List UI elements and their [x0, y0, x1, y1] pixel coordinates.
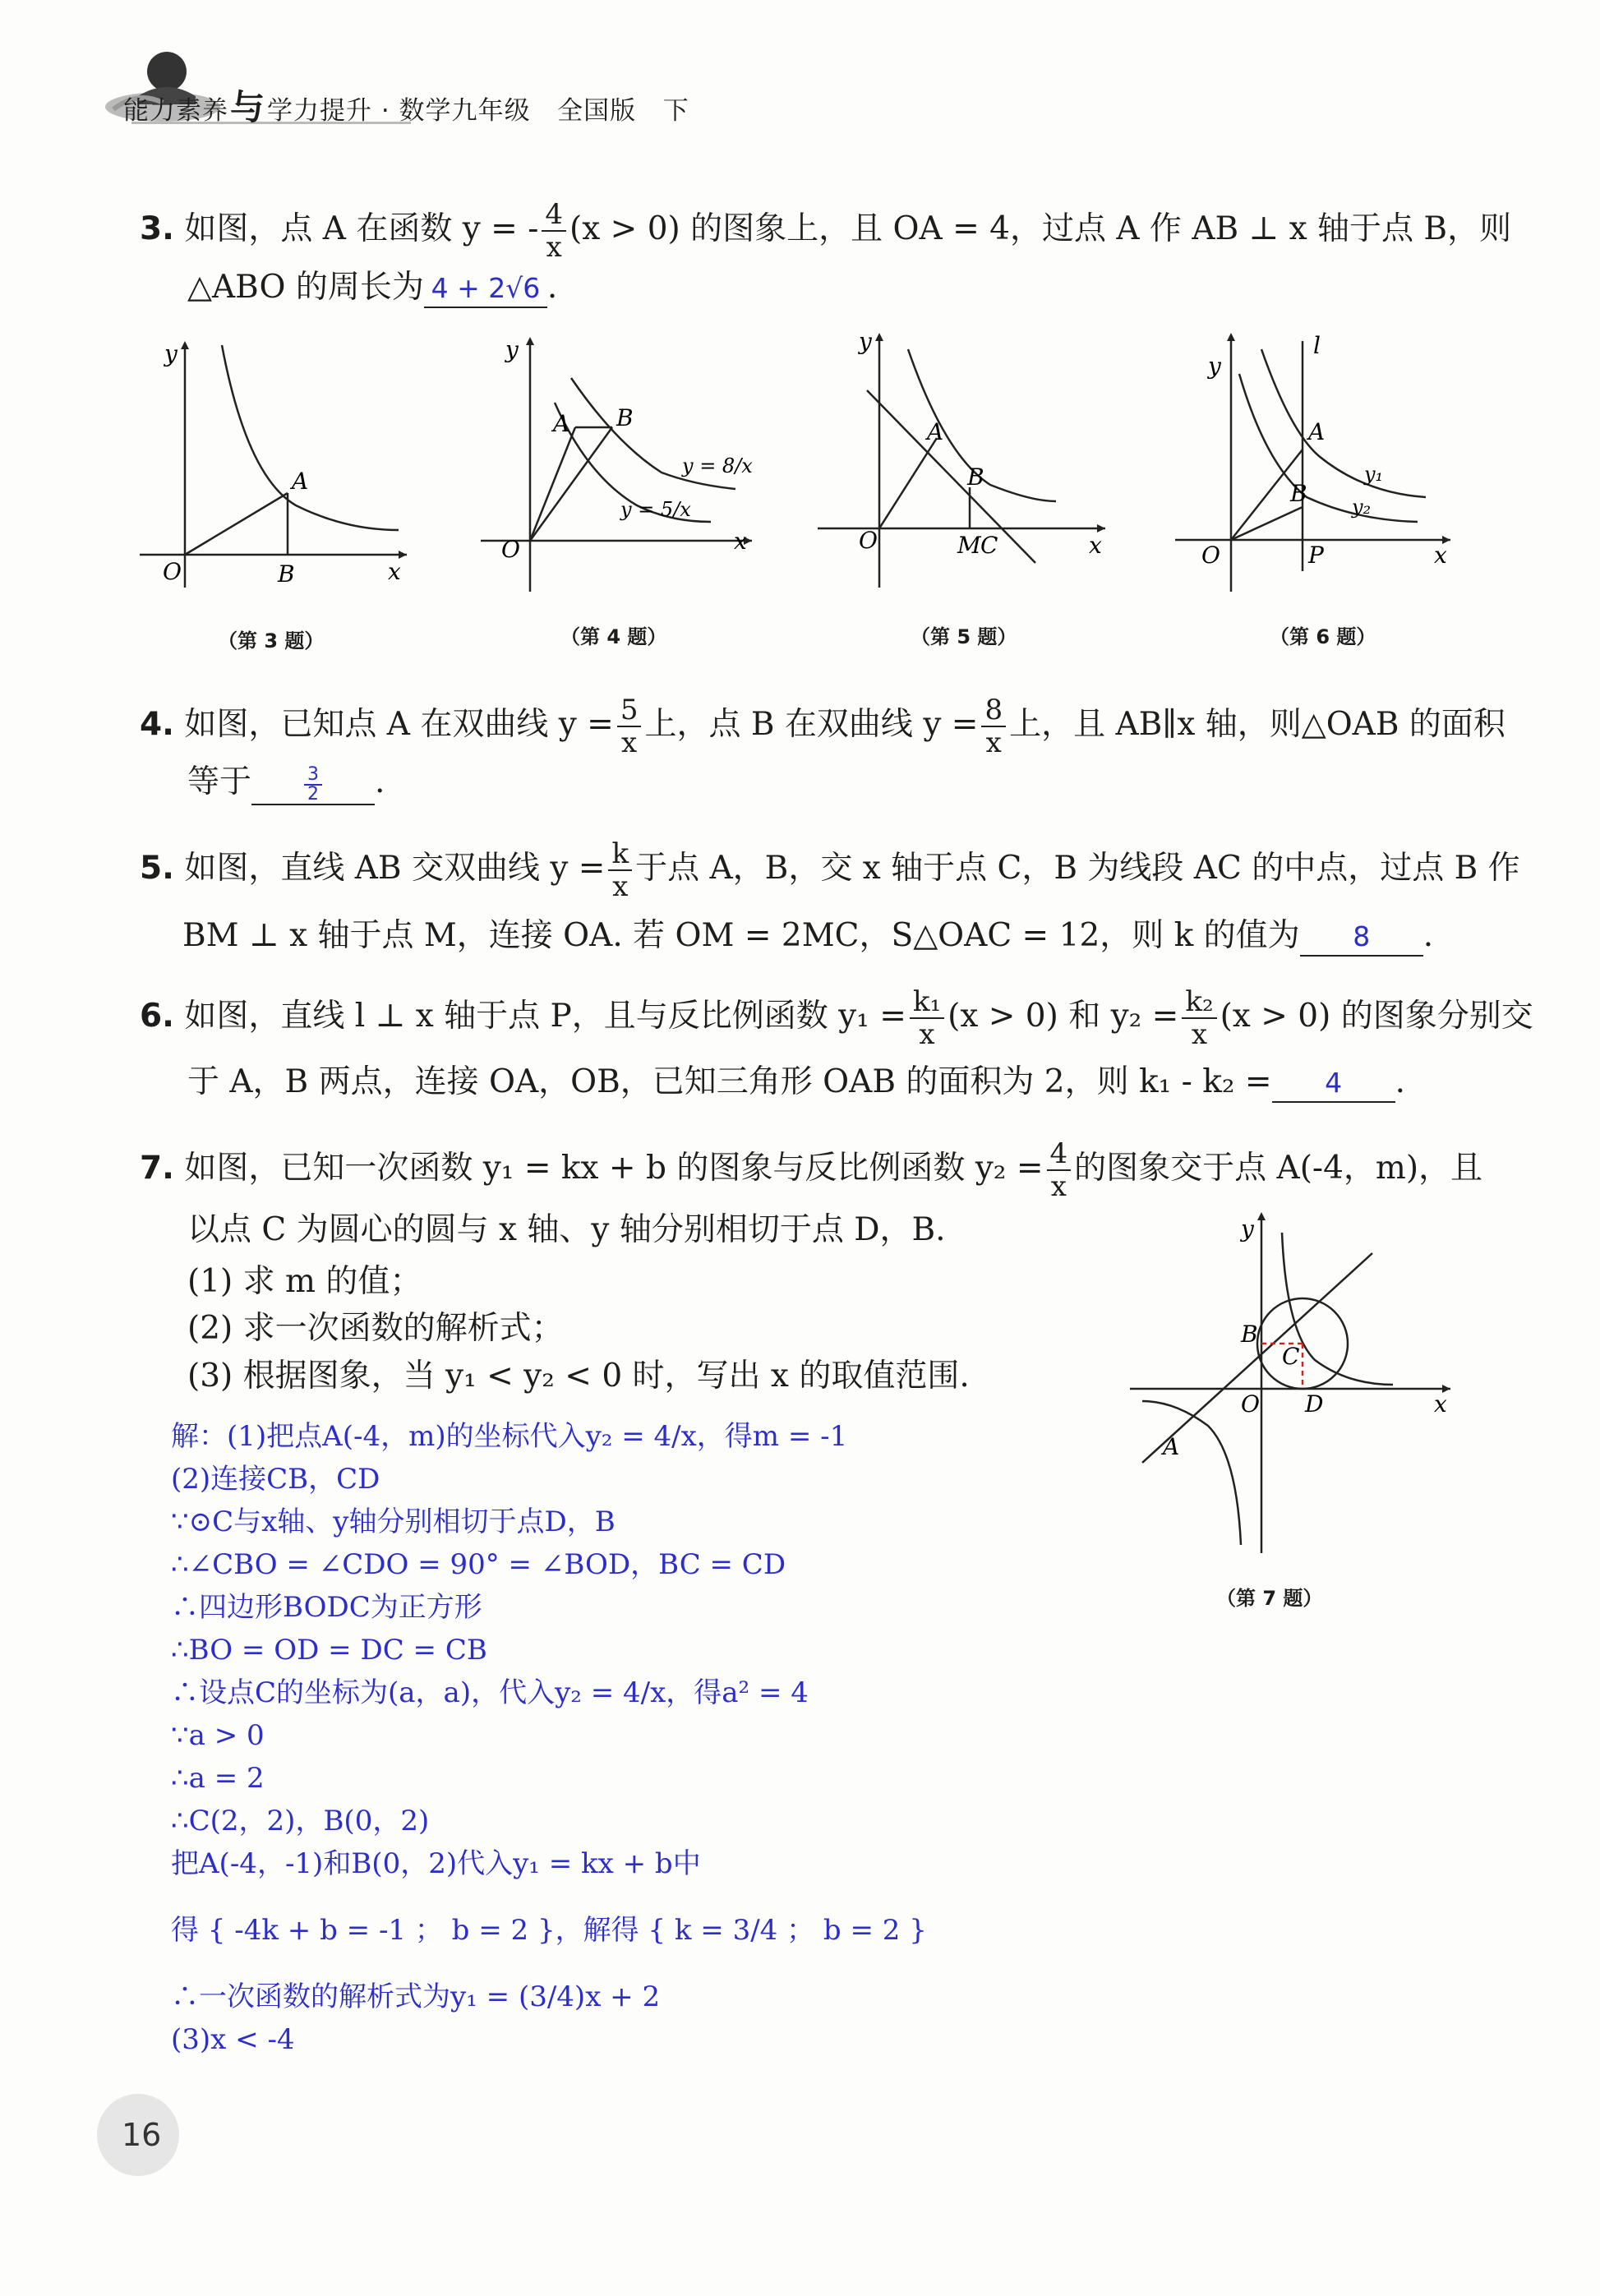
page-number: 16: [122, 2117, 162, 2153]
q3-text-a: 如图，点 A 在函数 y = -: [184, 210, 539, 247]
question-7: 7. 如图，已知一次函数 y₁ = kx + b 的图象与反比例函数 y₂ = $\frac{4}{x}$ 的图象交于点 A(-4，m)，且: [140, 1137, 1483, 1203]
solution-line: ∴四边形BODC为正方形: [171, 1591, 482, 1624]
solution-line: 解：(1)把点A(-4，m)的坐标代入y₂ = 4/x，得m = -1: [171, 1420, 848, 1453]
svg-text:y: y: [1208, 353, 1221, 380]
solution-line: ∴C(2，2)，B(0，2): [171, 1805, 430, 1837]
svg-text:B: B: [616, 404, 634, 431]
f4-curve2-label: y = 5/x: [620, 498, 691, 521]
f3-x-label: x: [388, 558, 401, 585]
f7-caption: （第 7 题）: [1216, 1587, 1323, 1610]
header-title-right: 学力提升 · 数学九年级: [267, 96, 531, 126]
q6-answer: 4: [1272, 1065, 1395, 1103]
question-6: 6. 如图，直线 l ⊥ x 轴于点 P，且与反比例函数 y₁ = $\frac{\text{k₁}}{x}$ (x > 0) 和 y₂ = $\frac{\text{k₂}}{x}$ (x > 0) 的图象分别交: [140, 985, 1533, 1051]
f3-A-label: A: [292, 468, 309, 495]
svg-text:x: x: [1089, 532, 1102, 559]
q7-sub2: (2) 求一次函数的解析式；: [187, 1310, 564, 1347]
solution-line: ∴BO = OD = DC = CB: [171, 1634, 487, 1667]
svg-text:C: C: [980, 532, 998, 559]
q7-line2: 以点 C 为圆心的圆与 x 轴、y 轴分别相切于点 D，B.: [187, 1211, 946, 1248]
header-volume: 下: [662, 96, 689, 126]
svg-text:y: y: [859, 328, 872, 355]
svg-text:C: C: [1282, 1343, 1300, 1370]
q3-answer: 4 + 2√6: [424, 270, 547, 308]
svg-text:A: A: [1163, 1433, 1180, 1460]
figure-7: [1118, 1200, 1463, 1561]
solution-line: ∴设点C的坐标为(a，a)，代入y₂ = 4/x，得a² = 4: [171, 1676, 809, 1709]
f5-caption: （第 5 题）: [911, 625, 1017, 648]
header-edition: 全国版: [557, 96, 637, 126]
solution-line: ∴a = 2: [171, 1762, 265, 1795]
f3-B-label: B: [278, 560, 295, 588]
q4-answer: $\frac{3}{2}$: [251, 765, 375, 805]
svg-text:D: D: [1305, 1390, 1324, 1418]
svg-text:l: l: [1313, 332, 1321, 359]
header-title-left: 能力素养: [123, 96, 228, 126]
svg-text:O: O: [1241, 1390, 1260, 1418]
svg-text:O: O: [859, 527, 878, 554]
solution-line: ∵a > 0: [171, 1719, 265, 1752]
svg-text:O: O: [501, 536, 520, 563]
svg-text:x: x: [1434, 542, 1447, 569]
svg-text:P: P: [1308, 542, 1324, 569]
figure-3: [131, 329, 411, 592]
question-5: 5. 如图，直线 AB 交双曲线 y = $\frac{k}{x}$ 于点 A，B，交 x 轴于点 C，B 为线段 AC 的中点，过点 B 作: [140, 837, 1520, 903]
f4-curve1-label: y = 8/x: [682, 454, 753, 477]
q5-answer: 8: [1300, 919, 1423, 957]
solution-line: ∵⊙C与x轴、y轴分别相切于点D，B: [171, 1505, 616, 1538]
header-title: [123, 81, 689, 130]
q7-sub3: (3) 根据图象，当 y₁ < y₂ < 0 时，写出 x 的取值范围.: [187, 1358, 970, 1395]
question-3: [140, 199, 1511, 263]
svg-text:B: B: [967, 463, 984, 491]
svg-text:M: M: [957, 532, 981, 559]
solution-line: (3)x < -4: [171, 2023, 295, 2056]
question-5-line2: BM ⊥ x 轴于点 M，连接 OA. 若 OM = 2MC，S△OAC = 12，则 k 的值为 8 .: [182, 914, 1433, 958]
figure-6: [1167, 325, 1471, 596]
svg-text:x: x: [1434, 1390, 1447, 1418]
solution-line: ∴一次函数的解析式为y₁ = (3/4)x + 2: [171, 1980, 661, 2013]
f4-caption: （第 4 题）: [560, 625, 667, 648]
svg-text:A: A: [1308, 418, 1326, 445]
f3-O-label: O: [163, 558, 182, 585]
svg-text:y: y: [1241, 1215, 1254, 1243]
svg-text:x: x: [734, 528, 747, 555]
solution-line: (2)连接CB，CD: [171, 1463, 380, 1496]
q7-sub1: (1) 求 m 的值；: [187, 1263, 422, 1300]
solution-block: [171, 1415, 927, 2061]
q3-line2: △ABO 的周长为: [187, 269, 424, 306]
question-4: 4. 如图，已知点 A 在双曲线 y = $\frac{5}{x}$ 上，点 B 在双曲线 y = $\frac{8}{x}$ 上，且 AB∥x 轴，则△OAB 的面积: [140, 694, 1505, 759]
solution-line: 得 { -4k + b = -1 ； b = 2 }，解得 { k = 3/4 ； b = 2 }: [171, 1914, 927, 1947]
question-3-line2: △ABO 的周长为 4 + 2√6 .: [187, 265, 557, 310]
svg-text:O: O: [1201, 542, 1220, 569]
f3-y-label: y: [164, 340, 178, 367]
svg-text:A: A: [927, 418, 944, 445]
svg-text:B: B: [1290, 480, 1307, 507]
svg-text:A: A: [553, 410, 570, 437]
question-4-line2: 等于 $\frac{3}{2}$ .: [187, 763, 385, 805]
f3-caption: （第 3 题）: [218, 629, 325, 652]
solution-line: ∴∠CBO = ∠CDO = 90° = ∠BOD，BC = CD: [171, 1548, 786, 1581]
figure-4: [473, 320, 764, 600]
question-6-line2: 于 A，B 两点，连接 OA，OB，已知三角形 OAB 的面积为 2，则 k₁ - k₂ = 4 .: [187, 1060, 1405, 1104]
svg-text:y₂: y₂: [1352, 496, 1372, 519]
solution-line: 把A(-4，-1)和B(0，2)代入y₁ = kx + b中: [171, 1847, 701, 1880]
f6-caption: （第 6 题）: [1270, 625, 1376, 648]
q3-fraction: $\frac{4}{x}$: [542, 199, 566, 263]
header-title-mid: 与: [230, 87, 266, 127]
figure-5: [809, 325, 1114, 596]
svg-text:y: y: [505, 336, 519, 363]
q3-number: 3.: [140, 210, 174, 247]
svg-text:B: B: [1241, 1321, 1258, 1348]
q3-text-b: (x > 0) 的图象上，且 OA = 4，过点 A 作 AB ⊥ x 轴于点 B，则: [569, 210, 1512, 247]
svg-text:y₁: y₁: [1364, 463, 1384, 486]
